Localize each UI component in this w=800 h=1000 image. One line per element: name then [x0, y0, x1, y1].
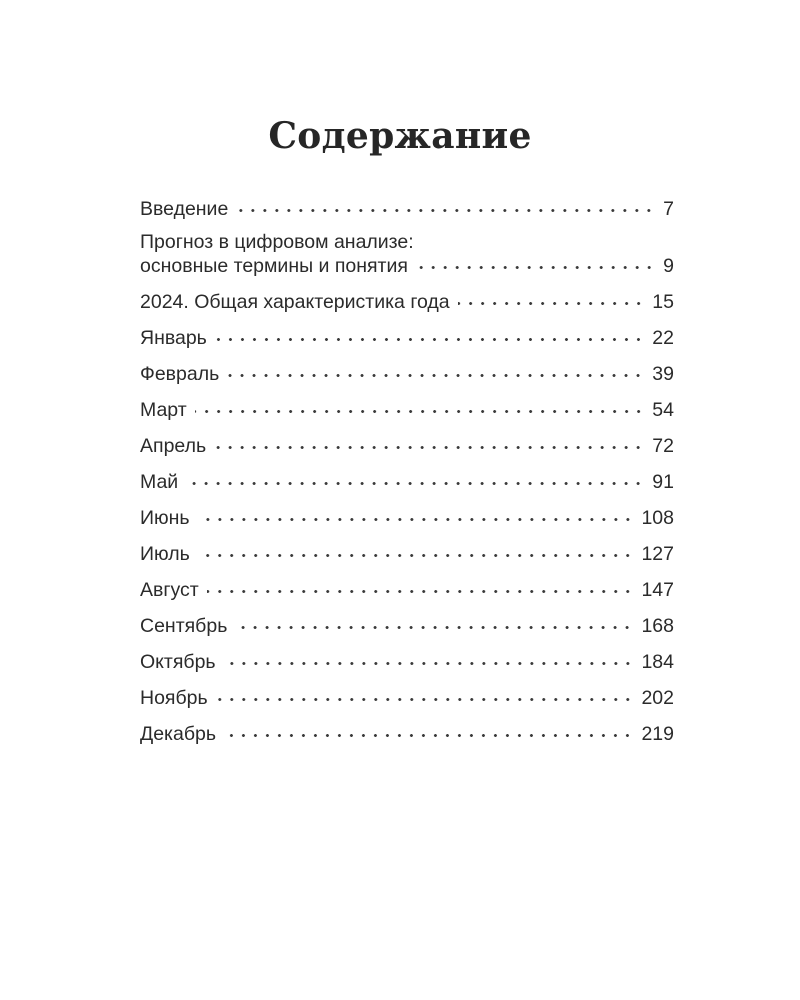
toc-entry-august[interactable]: [140, 577, 674, 604]
toc-entry-label: Декабрь: [140, 723, 217, 745]
dot-leader: [224, 734, 633, 737]
toc-entry-april[interactable]: [140, 433, 674, 460]
toc-entry-march[interactable]: [140, 397, 674, 424]
toc-entry-label: Февраль: [140, 363, 220, 385]
toc-entry-page-number: 108: [641, 507, 674, 529]
toc-entry-july[interactable]: [140, 541, 674, 568]
toc-entry-page-number: 184: [641, 651, 674, 673]
toc-entry-label: Август: [140, 579, 199, 601]
toc-entry-introduction[interactable]: [140, 196, 674, 223]
toc-entry-label: Май: [140, 471, 179, 493]
dot-leader: [236, 209, 655, 212]
toc-entry-january[interactable]: [140, 325, 674, 352]
dot-leader: [186, 482, 644, 485]
toc-entry-page-number: 15: [652, 291, 674, 313]
toc-entry-page-number: 22: [652, 327, 674, 349]
dot-leader: [458, 302, 645, 305]
toc-entry-label: Введение: [140, 198, 229, 220]
toc-entry-label: 2024. Общая характеристика года: [140, 291, 450, 313]
toc-entry-page-number: 202: [641, 687, 674, 709]
toc-entry-year-overview[interactable]: [140, 289, 674, 316]
toc-title: Содержание: [268, 115, 532, 157]
dot-leader: [224, 662, 634, 665]
toc-entry-page-number: 39: [652, 363, 674, 385]
dot-leader: [198, 518, 634, 521]
toc-entry-september[interactable]: [140, 613, 674, 640]
toc-entry-label: Апрель: [140, 435, 207, 457]
toc-entry-label: Октябрь: [140, 651, 216, 673]
dot-leader: [207, 590, 634, 593]
toc-entry-label: Июнь: [140, 507, 190, 529]
toc-entry-page-number: 72: [652, 435, 674, 457]
toc-entry-label-line-1: Прогноз в цифровом анализе:: [140, 231, 414, 253]
toc-entry-page-number: 219: [641, 723, 674, 745]
toc-entry-may[interactable]: [140, 469, 674, 496]
toc-entry-page-number: 7: [663, 198, 674, 220]
toc-entry-page-number: 147: [641, 579, 674, 601]
toc-entry-label: Март: [140, 399, 187, 421]
toc-entry-forecast-terms[interactable]: [140, 229, 674, 280]
toc-entry-december[interactable]: [140, 721, 674, 748]
toc-entry-november[interactable]: [140, 685, 674, 712]
dot-leader: [416, 266, 655, 269]
toc-entry-page-number: 168: [641, 615, 674, 637]
dot-leader: [195, 410, 645, 413]
toc-entry-october[interactable]: [140, 649, 674, 676]
dot-leader: [235, 626, 633, 629]
dot-leader: [214, 446, 644, 449]
dot-leader: [216, 698, 634, 701]
dot-leader: [198, 554, 634, 557]
toc-entry-page-number: 9: [663, 255, 674, 277]
dot-leader: [227, 374, 644, 377]
dot-leader: [215, 338, 644, 341]
toc-entry-page-number: 54: [652, 399, 674, 421]
toc-entry-february[interactable]: [140, 361, 674, 388]
toc-list: [140, 196, 674, 748]
toc-entry-label: основные термины и понятия: [140, 255, 408, 277]
toc-entry-page-number: 91: [652, 471, 674, 493]
toc-entry-june[interactable]: [140, 505, 674, 532]
toc-entry-label: Ноябрь: [140, 687, 208, 709]
toc-entry-label: Июль: [140, 543, 190, 565]
toc-entry-page-number: 127: [641, 543, 674, 565]
toc-entry-label: Сентябрь: [140, 615, 228, 637]
toc-entry-label: Январь: [140, 327, 207, 349]
